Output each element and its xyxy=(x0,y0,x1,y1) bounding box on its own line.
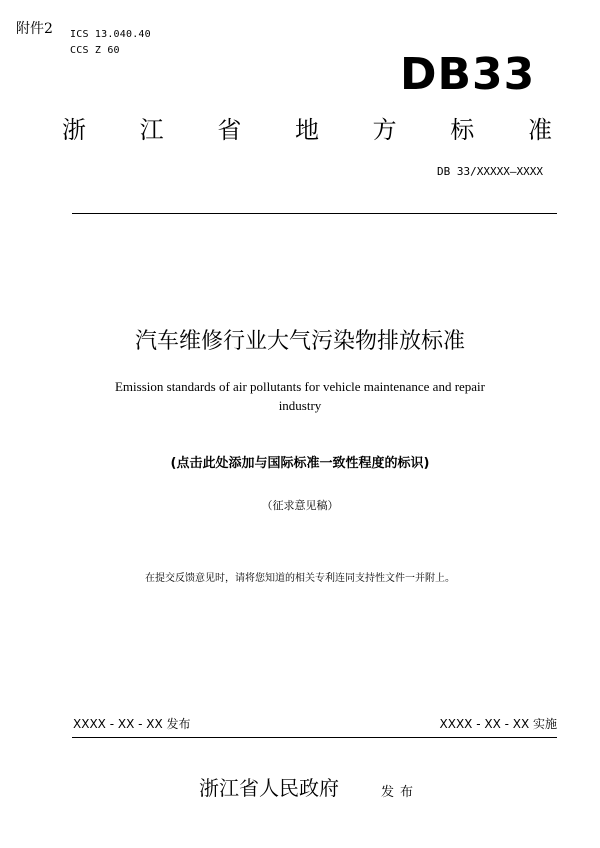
standard-type-char: 浙 xyxy=(62,116,86,144)
standard-type-char: 方 xyxy=(372,116,397,144)
consistency-note[interactable]: (点击此处添加与国际标准一致性程度的标识) xyxy=(170,456,430,471)
document-title-english: Emission standards of air pollutants for vehicle maintenance and repair industry xyxy=(114,379,486,413)
draft-stage-label: （征求意见稿） xyxy=(261,499,339,512)
issuing-authority: 浙江省人民政府 xyxy=(199,776,339,800)
bottom-divider xyxy=(72,737,557,738)
standard-type-char: 地 xyxy=(294,116,319,144)
standard-number: DB 33/XXXXX—XXXX xyxy=(437,165,543,178)
patent-notice: 在提交反馈意见时，请将您知道的相关专利连同支持性文件一并附上。 xyxy=(145,573,455,584)
standard-type-title xyxy=(62,112,552,148)
document-title-chinese: 汽车维修行业大气污染物排放标准 xyxy=(134,329,465,354)
issue-word: 发布 xyxy=(381,785,420,800)
ics-code: ICS 13.040.40 xyxy=(70,29,151,40)
standard-type-char: 江 xyxy=(139,116,164,144)
standard-type-char: 标 xyxy=(450,116,475,144)
issue-date: XXXX - XX - XX 发布 xyxy=(73,717,191,731)
standard-type-char: 准 xyxy=(527,116,552,144)
db33-logo: DB33 xyxy=(400,49,536,100)
attachment-label: 附件2 xyxy=(16,21,53,37)
implementation-date: XXXX - XX - XX 实施 xyxy=(439,717,557,731)
top-divider xyxy=(72,213,557,214)
standard-type-char: 省 xyxy=(217,116,242,144)
ccs-code: CCS Z 60 xyxy=(70,45,120,56)
